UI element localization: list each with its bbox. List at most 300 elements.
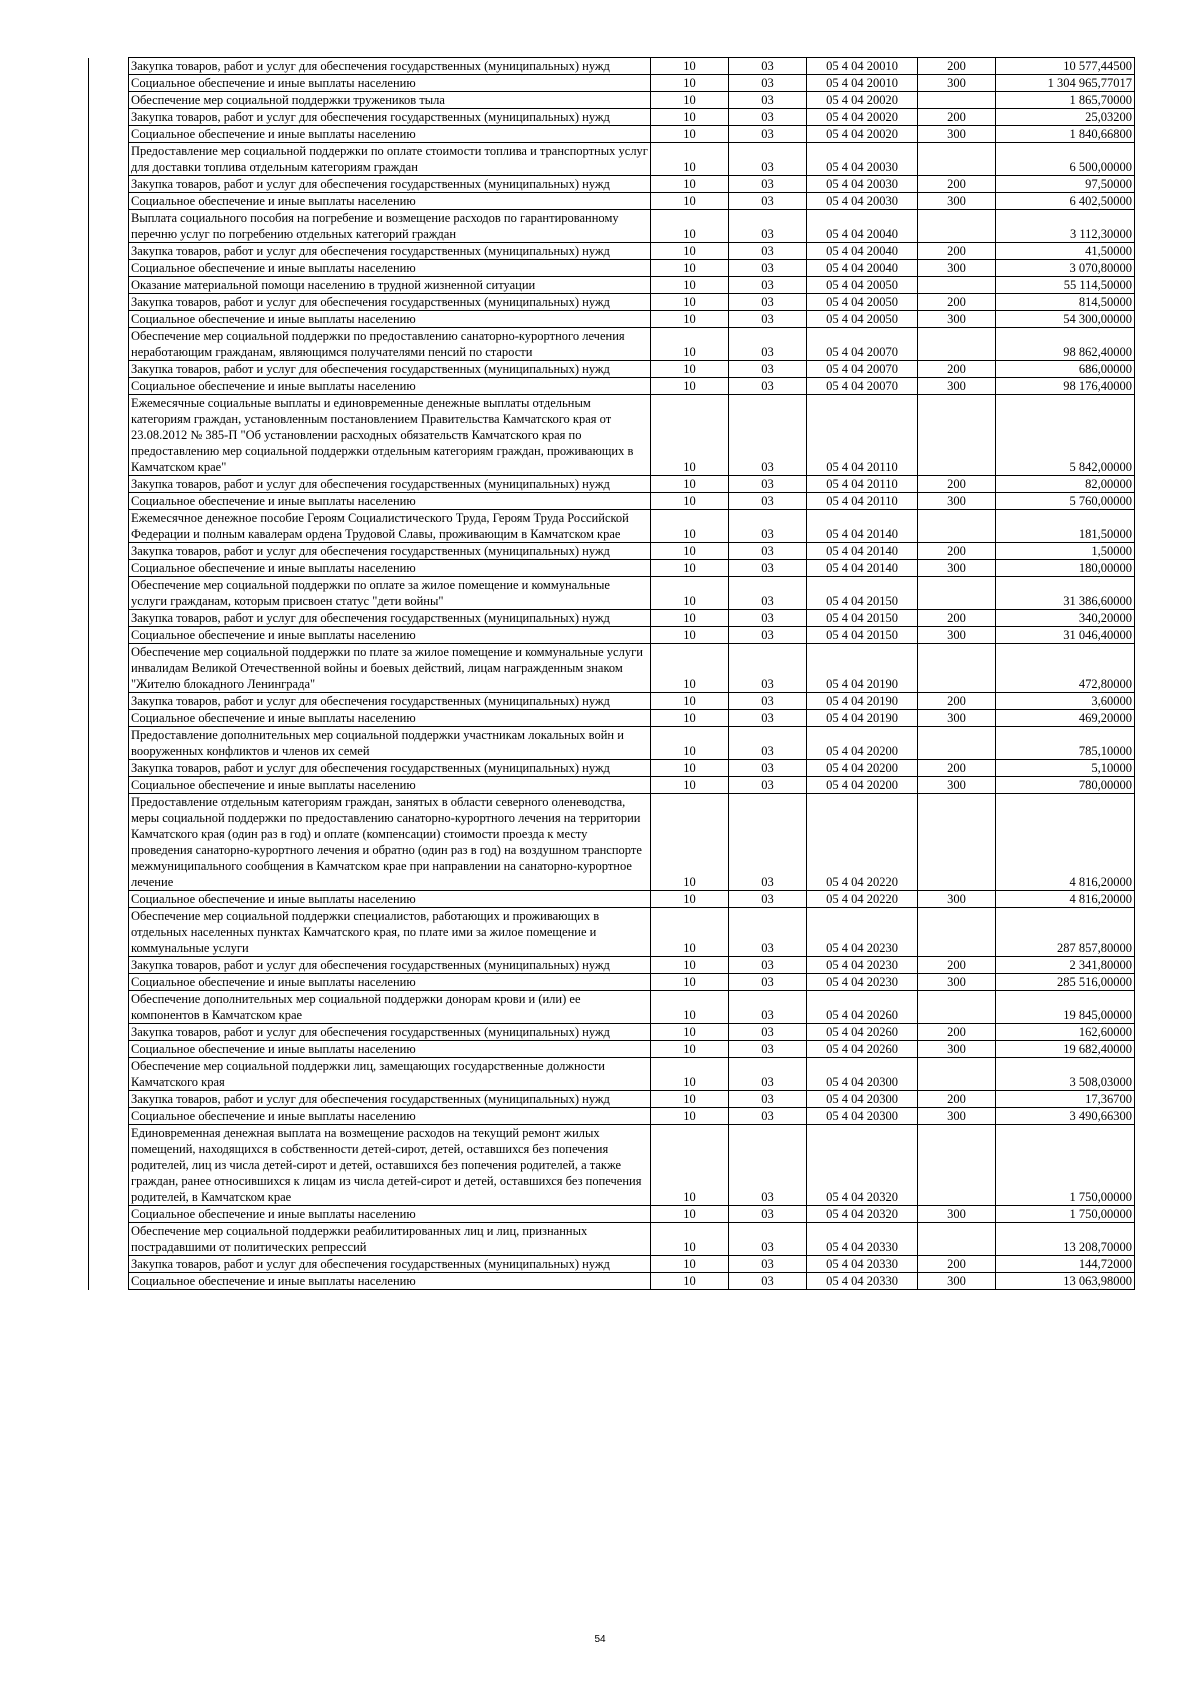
row-name-cell: Закупка товаров, работ и услуг для обеспечения государственных (муниципальных) нужд [129, 760, 651, 777]
table-row [89, 777, 1135, 794]
amount-cell: 17,36700 [996, 1091, 1135, 1108]
table-row [89, 395, 1135, 476]
table-row [89, 277, 1135, 294]
expense-type-cell: 200 [918, 760, 996, 777]
section-cell: 10 [651, 58, 729, 75]
target-code-cell: 05 4 04 20050 [807, 277, 918, 294]
target-code-cell: 05 4 04 20020 [807, 92, 918, 109]
expense-type-cell: 300 [918, 1206, 996, 1223]
row-name-cell: Обеспечение мер социальной поддержки по плате за жилое помещение и коммунальные услуги инвалидам Великой Отечественной войны и боевых действий, лицам награжденным знаком "Жителю блокадного Ленинграда" [129, 644, 651, 693]
amount-cell: 4 816,20000 [996, 891, 1135, 908]
amount-cell: 98 176,40000 [996, 378, 1135, 395]
target-code-cell: 05 4 04 20330 [807, 1256, 918, 1273]
expense-type-cell: 300 [918, 493, 996, 510]
target-code-cell: 05 4 04 20070 [807, 328, 918, 361]
target-code-cell: 05 4 04 20110 [807, 476, 918, 493]
amount-cell: 144,72000 [996, 1256, 1135, 1273]
amount-cell: 162,60000 [996, 1024, 1135, 1041]
subsection-cell: 03 [729, 693, 807, 710]
target-code-cell: 05 4 04 20050 [807, 294, 918, 311]
section-cell: 10 [651, 610, 729, 627]
target-code-cell: 05 4 04 20330 [807, 1273, 918, 1290]
row-indent-cell [89, 991, 129, 1024]
subsection-cell: 03 [729, 328, 807, 361]
section-cell: 10 [651, 294, 729, 311]
table-row [89, 109, 1135, 126]
table-row [89, 1108, 1135, 1125]
amount-cell: 1 865,70000 [996, 92, 1135, 109]
row-name-cell: Закупка товаров, работ и услуг для обеспечения государственных (муниципальных) нужд [129, 610, 651, 627]
expense-type-cell: 300 [918, 777, 996, 794]
subsection-cell: 03 [729, 143, 807, 176]
expense-type-cell: 200 [918, 361, 996, 378]
amount-cell: 285 516,00000 [996, 974, 1135, 991]
row-indent-cell [89, 493, 129, 510]
amount-cell: 54 300,00000 [996, 311, 1135, 328]
amount-cell: 55 114,50000 [996, 277, 1135, 294]
table-row [89, 75, 1135, 92]
section-cell: 10 [651, 794, 729, 891]
row-name-cell: Социальное обеспечение и иные выплаты населению [129, 777, 651, 794]
row-name-cell: Единовременная денежная выплата на возмещение расходов на текущий ремонт жилых помещений, находящихся в собственности детей-сирот, детей, оставшихся без попечения родителей, лиц из числа детей-сирот и детей, оставшихся без попечения родителей, а также граждан, ранее относившихся к лицам из числа детей-сирот и детей, оставшихся без попечения родителей, в Камчатском крае [129, 1125, 651, 1206]
row-name-cell: Социальное обеспечение и иные выплаты населению [129, 378, 651, 395]
table-row [89, 693, 1135, 710]
expense-type-cell: 300 [918, 560, 996, 577]
section-cell: 10 [651, 210, 729, 243]
amount-cell: 10 577,44500 [996, 58, 1135, 75]
row-indent-cell [89, 1024, 129, 1041]
target-code-cell: 05 4 04 20040 [807, 210, 918, 243]
row-name-cell: Оказание материальной помощи населению в трудной жизненной ситуации [129, 277, 651, 294]
section-cell: 10 [651, 891, 729, 908]
target-code-cell: 05 4 04 20070 [807, 378, 918, 395]
expense-type-cell: 300 [918, 627, 996, 644]
section-cell: 10 [651, 627, 729, 644]
row-indent-cell [89, 75, 129, 92]
row-name-cell: Закупка товаров, работ и услуг для обеспечения государственных (муниципальных) нужд [129, 1091, 651, 1108]
subsection-cell: 03 [729, 109, 807, 126]
amount-cell: 1 750,00000 [996, 1125, 1135, 1206]
target-code-cell: 05 4 04 20110 [807, 395, 918, 476]
section-cell: 10 [651, 908, 729, 957]
section-cell: 10 [651, 126, 729, 143]
section-cell: 10 [651, 727, 729, 760]
section-cell: 10 [651, 1273, 729, 1290]
table-row [89, 577, 1135, 610]
row-indent-cell [89, 908, 129, 957]
subsection-cell: 03 [729, 560, 807, 577]
row-name-cell: Социальное обеспечение и иные выплаты населению [129, 260, 651, 277]
target-code-cell: 05 4 04 20320 [807, 1206, 918, 1223]
subsection-cell: 03 [729, 957, 807, 974]
subsection-cell: 03 [729, 361, 807, 378]
target-code-cell: 05 4 04 20150 [807, 610, 918, 627]
subsection-cell: 03 [729, 644, 807, 693]
table-row [89, 210, 1135, 243]
row-name-cell: Социальное обеспечение и иные выплаты населению [129, 1108, 651, 1125]
row-indent-cell [89, 126, 129, 143]
subsection-cell: 03 [729, 710, 807, 727]
row-indent-cell [89, 193, 129, 210]
table-row [89, 361, 1135, 378]
section-cell: 10 [651, 693, 729, 710]
subsection-cell: 03 [729, 1273, 807, 1290]
subsection-cell: 03 [729, 493, 807, 510]
row-name-cell: Обеспечение мер социальной поддержки по предоставлению санаторно-курортного лечения неработающим гражданам, являющимся получателями пенсий по старости [129, 328, 651, 361]
row-name-cell: Обеспечение дополнительных мер социальной поддержки донорам крови и (или) ее компонентов в Камчатском крае [129, 991, 651, 1024]
section-cell: 10 [651, 1041, 729, 1058]
row-name-cell: Обеспечение мер социальной поддержки специалистов, работающих и проживающих в отдельных населенных пунктах Камчатского края, по плате ими за жилое помещение и коммунальные услуги [129, 908, 651, 957]
amount-cell: 6 402,50000 [996, 193, 1135, 210]
section-cell: 10 [651, 777, 729, 794]
row-indent-cell [89, 1273, 129, 1290]
subsection-cell: 03 [729, 1024, 807, 1041]
row-indent-cell [89, 794, 129, 891]
target-code-cell: 05 4 04 20020 [807, 126, 918, 143]
row-indent-cell [89, 58, 129, 75]
table-row [89, 92, 1135, 109]
table-row [89, 627, 1135, 644]
subsection-cell: 03 [729, 1256, 807, 1273]
row-indent-cell [89, 1041, 129, 1058]
subsection-cell: 03 [729, 577, 807, 610]
target-code-cell: 05 4 04 20200 [807, 727, 918, 760]
section-cell: 10 [651, 991, 729, 1024]
subsection-cell: 03 [729, 378, 807, 395]
expense-type-cell: 200 [918, 693, 996, 710]
row-indent-cell [89, 243, 129, 260]
amount-cell: 19 845,00000 [996, 991, 1135, 1024]
expense-type-cell [918, 1223, 996, 1256]
table-row [89, 1041, 1135, 1058]
expense-type-cell [918, 644, 996, 693]
row-name-cell: Социальное обеспечение и иные выплаты населению [129, 1041, 651, 1058]
row-name-cell: Выплата социального пособия на погребение и возмещение расходов по гарантированному перечню услуг по погребению отдельных категорий граждан [129, 210, 651, 243]
amount-cell: 4 816,20000 [996, 794, 1135, 891]
row-name-cell: Социальное обеспечение и иные выплаты населению [129, 627, 651, 644]
section-cell: 10 [651, 577, 729, 610]
table-row [89, 193, 1135, 210]
expense-type-cell [918, 277, 996, 294]
subsection-cell: 03 [729, 1041, 807, 1058]
expense-type-cell: 300 [918, 378, 996, 395]
target-code-cell: 05 4 04 20230 [807, 957, 918, 974]
subsection-cell: 03 [729, 1108, 807, 1125]
row-name-cell: Социальное обеспечение и иные выплаты населению [129, 1273, 651, 1290]
subsection-cell: 03 [729, 210, 807, 243]
row-indent-cell [89, 644, 129, 693]
amount-cell: 82,00000 [996, 476, 1135, 493]
row-name-cell: Закупка товаров, работ и услуг для обеспечения государственных (муниципальных) нужд [129, 1024, 651, 1041]
expense-type-cell: 300 [918, 1108, 996, 1125]
section-cell: 10 [651, 1125, 729, 1206]
subsection-cell: 03 [729, 58, 807, 75]
row-name-cell: Закупка товаров, работ и услуг для обеспечения государственных (муниципальных) нужд [129, 1256, 651, 1273]
expense-type-cell: 300 [918, 710, 996, 727]
row-indent-cell [89, 1223, 129, 1256]
amount-cell: 19 682,40000 [996, 1041, 1135, 1058]
row-indent-cell [89, 260, 129, 277]
table-row [89, 328, 1135, 361]
table-row [89, 493, 1135, 510]
row-name-cell: Предоставление мер социальной поддержки по оплате стоимости топлива и транспортных услуг для доставки топлива отдельным категориям граждан [129, 143, 651, 176]
expense-type-cell [918, 991, 996, 1024]
section-cell: 10 [651, 644, 729, 693]
row-indent-cell [89, 1091, 129, 1108]
row-indent-cell [89, 577, 129, 610]
row-name-cell: Социальное обеспечение и иные выплаты населению [129, 560, 651, 577]
amount-cell: 1 750,00000 [996, 1206, 1135, 1223]
table-row [89, 58, 1135, 75]
target-code-cell: 05 4 04 20040 [807, 243, 918, 260]
row-indent-cell [89, 109, 129, 126]
row-name-cell: Социальное обеспечение и иные выплаты населению [129, 710, 651, 727]
expense-type-cell: 300 [918, 891, 996, 908]
subsection-cell: 03 [729, 75, 807, 92]
row-indent-cell [89, 361, 129, 378]
table-row [89, 610, 1135, 627]
row-indent-cell [89, 210, 129, 243]
subsection-cell: 03 [729, 277, 807, 294]
expense-type-cell [918, 794, 996, 891]
row-name-cell: Обеспечение мер социальной поддержки реабилитированных лиц и лиц, признанных пострадавшими от политических репрессий [129, 1223, 651, 1256]
amount-cell: 31 386,60000 [996, 577, 1135, 610]
section-cell: 10 [651, 395, 729, 476]
table-row [89, 176, 1135, 193]
section-cell: 10 [651, 361, 729, 378]
table-row [89, 294, 1135, 311]
table-row [89, 260, 1135, 277]
table-row [89, 1091, 1135, 1108]
expense-type-cell [918, 92, 996, 109]
subsection-cell: 03 [729, 176, 807, 193]
row-name-cell: Предоставление отдельным категориям граждан, занятых в области северного оленеводства, меры социальной поддержки по предоставлению санаторно-курортного лечения на территории Камчатского края (один раз в год) и оплате (компенсации) стоимости проезда к месту проведения санаторно-курортного лечения и обратно (один раз в год) на воздушном транспорте межмуниципального сообщения в Камчатском крае при направлении на санаторно-курортное лечение [129, 794, 651, 891]
subsection-cell: 03 [729, 126, 807, 143]
amount-cell: 31 046,40000 [996, 627, 1135, 644]
expense-type-cell: 300 [918, 974, 996, 991]
target-code-cell: 05 4 04 20050 [807, 311, 918, 328]
row-indent-cell [89, 1206, 129, 1223]
subsection-cell: 03 [729, 991, 807, 1024]
subsection-cell: 03 [729, 294, 807, 311]
row-name-cell: Закупка товаров, работ и услуг для обеспечения государственных (муниципальных) нужд [129, 243, 651, 260]
amount-cell: 3 070,80000 [996, 260, 1135, 277]
target-code-cell: 05 4 04 20220 [807, 891, 918, 908]
subsection-cell: 03 [729, 311, 807, 328]
row-indent-cell [89, 760, 129, 777]
expense-type-cell [918, 727, 996, 760]
row-name-cell: Социальное обеспечение и иные выплаты населению [129, 493, 651, 510]
row-indent-cell [89, 891, 129, 908]
section-cell: 10 [651, 543, 729, 560]
table-row [89, 908, 1135, 957]
target-code-cell: 05 4 04 20070 [807, 361, 918, 378]
target-code-cell: 05 4 04 20150 [807, 577, 918, 610]
row-indent-cell [89, 294, 129, 311]
expense-type-cell: 300 [918, 1041, 996, 1058]
expense-type-cell: 300 [918, 193, 996, 210]
amount-cell: 1 304 965,77017 [996, 75, 1135, 92]
section-cell: 10 [651, 1024, 729, 1041]
subsection-cell: 03 [729, 193, 807, 210]
table-row [89, 510, 1135, 543]
row-indent-cell [89, 727, 129, 760]
row-name-cell: Социальное обеспечение и иные выплаты населению [129, 1206, 651, 1223]
table-row [89, 760, 1135, 777]
target-code-cell: 05 4 04 20140 [807, 510, 918, 543]
table-row [89, 1024, 1135, 1041]
amount-cell: 6 500,00000 [996, 143, 1135, 176]
expense-type-cell: 300 [918, 126, 996, 143]
amount-cell: 97,50000 [996, 176, 1135, 193]
amount-cell: 3 508,03000 [996, 1058, 1135, 1091]
section-cell: 10 [651, 1256, 729, 1273]
table-row [89, 1223, 1135, 1256]
amount-cell: 13 063,98000 [996, 1273, 1135, 1290]
row-indent-cell [89, 543, 129, 560]
amount-cell: 5,10000 [996, 760, 1135, 777]
table-row [89, 243, 1135, 260]
subsection-cell: 03 [729, 1223, 807, 1256]
row-indent-cell [89, 777, 129, 794]
row-indent-cell [89, 610, 129, 627]
section-cell: 10 [651, 710, 729, 727]
row-name-cell: Обеспечение мер социальной поддержки по оплате за жилое помещение и коммунальные услуги гражданам, которым присвоен статус "дети войны" [129, 577, 651, 610]
expense-type-cell: 300 [918, 1273, 996, 1290]
subsection-cell: 03 [729, 794, 807, 891]
target-code-cell: 05 4 04 20030 [807, 176, 918, 193]
target-code-cell: 05 4 04 20150 [807, 627, 918, 644]
row-indent-cell [89, 560, 129, 577]
subsection-cell: 03 [729, 543, 807, 560]
amount-cell: 3,60000 [996, 693, 1135, 710]
section-cell: 10 [651, 75, 729, 92]
section-cell: 10 [651, 260, 729, 277]
expense-type-cell: 200 [918, 957, 996, 974]
section-cell: 10 [651, 143, 729, 176]
expense-type-cell: 200 [918, 1091, 996, 1108]
table-row [89, 378, 1135, 395]
row-indent-cell [89, 1058, 129, 1091]
section-cell: 10 [651, 560, 729, 577]
subsection-cell: 03 [729, 92, 807, 109]
section-cell: 10 [651, 176, 729, 193]
expense-type-cell [918, 210, 996, 243]
table-row [89, 644, 1135, 693]
table-row [89, 1058, 1135, 1091]
target-code-cell: 05 4 04 20300 [807, 1091, 918, 1108]
row-name-cell: Ежемесячные социальные выплаты и единовременные денежные выплаты отдельным категориям граждан, установленным постановлением Правительства Камчатского края от 23.08.2012 № 385-П "Об установлении расходных обязательств Камчатского края по предоставлению мер социальной поддержки отдельным категориям граждан, проживающих в Камчатском крае" [129, 395, 651, 476]
expense-type-cell: 200 [918, 543, 996, 560]
row-indent-cell [89, 710, 129, 727]
row-indent-cell [89, 277, 129, 294]
target-code-cell: 05 4 04 20320 [807, 1125, 918, 1206]
subsection-cell: 03 [729, 1206, 807, 1223]
target-code-cell: 05 4 04 20220 [807, 794, 918, 891]
row-name-cell: Социальное обеспечение и иные выплаты населению [129, 126, 651, 143]
row-indent-cell [89, 1108, 129, 1125]
section-cell: 10 [651, 974, 729, 991]
amount-cell: 785,10000 [996, 727, 1135, 760]
target-code-cell: 05 4 04 20190 [807, 710, 918, 727]
budget-table [88, 57, 1135, 1290]
expense-type-cell [918, 510, 996, 543]
row-name-cell: Закупка товаров, работ и услуг для обеспечения государственных (муниципальных) нужд [129, 109, 651, 126]
subsection-cell: 03 [729, 627, 807, 644]
row-indent-cell [89, 974, 129, 991]
row-name-cell: Социальное обеспечение и иные выплаты населению [129, 891, 651, 908]
section-cell: 10 [651, 277, 729, 294]
target-code-cell: 05 4 04 20110 [807, 493, 918, 510]
table-row [89, 476, 1135, 493]
subsection-cell: 03 [729, 510, 807, 543]
row-name-cell: Закупка товаров, работ и услуг для обеспечения государственных (муниципальных) нужд [129, 957, 651, 974]
expense-type-cell [918, 143, 996, 176]
row-indent-cell [89, 311, 129, 328]
row-name-cell: Закупка товаров, работ и услуг для обеспечения государственных (муниципальных) нужд [129, 543, 651, 560]
amount-cell: 340,20000 [996, 610, 1135, 627]
amount-cell: 5 760,00000 [996, 493, 1135, 510]
amount-cell: 41,50000 [996, 243, 1135, 260]
amount-cell: 287 857,80000 [996, 908, 1135, 957]
table-row [89, 1256, 1135, 1273]
subsection-cell: 03 [729, 908, 807, 957]
target-code-cell: 05 4 04 20200 [807, 777, 918, 794]
row-indent-cell [89, 176, 129, 193]
subsection-cell: 03 [729, 777, 807, 794]
row-name-cell: Ежемесячное денежное пособие Героям Социалистического Труда, Героям Труда Российской Федерации и полным кавалерам ордена Трудовой Славы, проживающим в Камчатском крае [129, 510, 651, 543]
subsection-cell: 03 [729, 1091, 807, 1108]
expense-type-cell: 200 [918, 1024, 996, 1041]
expense-type-cell [918, 577, 996, 610]
amount-cell: 1,50000 [996, 543, 1135, 560]
target-code-cell: 05 4 04 20140 [807, 560, 918, 577]
row-name-cell: Закупка товаров, работ и услуг для обеспечения государственных (муниципальных) нужд [129, 294, 651, 311]
row-indent-cell [89, 476, 129, 493]
target-code-cell: 05 4 04 20260 [807, 991, 918, 1024]
section-cell: 10 [651, 1058, 729, 1091]
expense-type-cell: 200 [918, 109, 996, 126]
expense-type-cell [918, 1058, 996, 1091]
table-row [89, 710, 1135, 727]
row-name-cell: Обеспечение мер социальной поддержки лиц, замещающих государственные должности Камчатского края [129, 1058, 651, 1091]
row-indent-cell [89, 510, 129, 543]
table-row [89, 1273, 1135, 1290]
target-code-cell: 05 4 04 20330 [807, 1223, 918, 1256]
amount-cell: 1 840,66800 [996, 126, 1135, 143]
table-row [89, 974, 1135, 991]
subsection-cell: 03 [729, 1125, 807, 1206]
row-indent-cell [89, 1125, 129, 1206]
row-indent-cell [89, 957, 129, 974]
amount-cell: 469,20000 [996, 710, 1135, 727]
table-row [89, 311, 1135, 328]
table-row [89, 543, 1135, 560]
amount-cell: 686,00000 [996, 361, 1135, 378]
expense-type-cell: 300 [918, 311, 996, 328]
section-cell: 10 [651, 476, 729, 493]
target-code-cell: 05 4 04 20230 [807, 908, 918, 957]
subsection-cell: 03 [729, 243, 807, 260]
expense-type-cell: 200 [918, 58, 996, 75]
target-code-cell: 05 4 04 20260 [807, 1024, 918, 1041]
target-code-cell: 05 4 04 20020 [807, 109, 918, 126]
subsection-cell: 03 [729, 395, 807, 476]
section-cell: 10 [651, 92, 729, 109]
expense-type-cell: 200 [918, 294, 996, 311]
row-name-cell: Социальное обеспечение и иные выплаты населению [129, 974, 651, 991]
section-cell: 10 [651, 109, 729, 126]
